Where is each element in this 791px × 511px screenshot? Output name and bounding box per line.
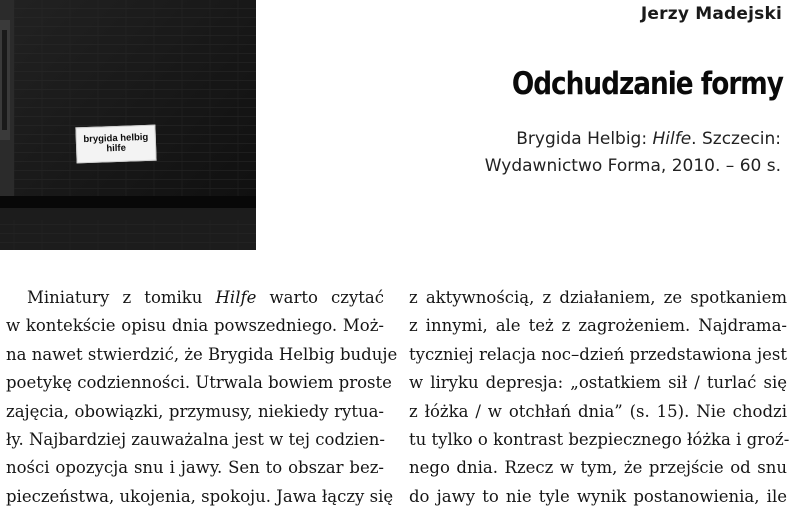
biblio-line-2: Wydawnictwo Forma, 2010. – 60 s.: [484, 156, 781, 176]
book-title-italic: Hilfe: [215, 288, 257, 307]
biblio-line-1: [485, 126, 781, 153]
paragraph-line: ły. Najbardziej zauważalna jest w tej codzien-: [6, 430, 385, 450]
paragraph-line: zajęcia, obowiązki, przymusy, niekiedy rytua-: [6, 401, 384, 421]
cover-sign: [75, 125, 156, 164]
paragraph-line: na nawet stwierdzić, że Brygida Helbig buduje: [6, 344, 398, 364]
paragraph-line: ności opozycja snu i jawy. Sen to obszar bez-: [6, 458, 384, 478]
bibliographic-note: [485, 126, 781, 180]
paragraph-line: z innymi, ale też z zagrożeniem. Najdrama-: [409, 316, 787, 336]
biblio-place: . Szczecin:: [691, 129, 781, 149]
text-run: warto czytać: [256, 288, 384, 307]
book-cover-image: [0, 0, 256, 250]
text-run: Miniatury z tomiku: [27, 288, 216, 307]
paragraph-line: w liryku depresja: „ostatkiem sił / turlać się: [409, 373, 787, 393]
biblio-author: Brygida Helbig:: [516, 129, 653, 149]
paragraph-line: tu tylko o kontrast bezpiecznego łóżka i groź-: [409, 430, 790, 450]
paragraph-line: z łóżka / w otchłań dnia” (s. 15). Nie chodzi: [409, 401, 787, 421]
article-author: Jerzy Madejski: [640, 4, 782, 24]
sign-author-text: brygida helbig: [83, 131, 149, 146]
paragraph-line: do jawy to nie tyle wynik postanowienia, ile: [409, 486, 787, 506]
sign-title-text: hilfe: [106, 142, 127, 155]
paragraph-line: poetykę codzienności. Utrwala bowiem proste: [6, 373, 392, 393]
article-title: Odchudzanie formy: [511, 66, 783, 102]
body-column-left: [6, 284, 398, 511]
paragraph-line: z aktywnością, z działaniem, ze spotkaniem: [409, 288, 787, 307]
paragraph-line: tyczniej relacja noc–dzień przedstawiona jest: [409, 344, 787, 364]
paragraph-line: pieczeństwa, ukojenia, spokoju. Jawa łączy się: [6, 486, 394, 506]
paragraph-line: nego dnia. Rzecz w tym, że przejście od snu: [409, 458, 787, 478]
paragraph-line: w kontekście opisu dnia powszedniego. Moż-: [6, 316, 384, 336]
paragraph-line: [6, 284, 384, 312]
body-column-right: [409, 284, 790, 511]
biblio-book-title: Hilfe: [652, 129, 692, 149]
